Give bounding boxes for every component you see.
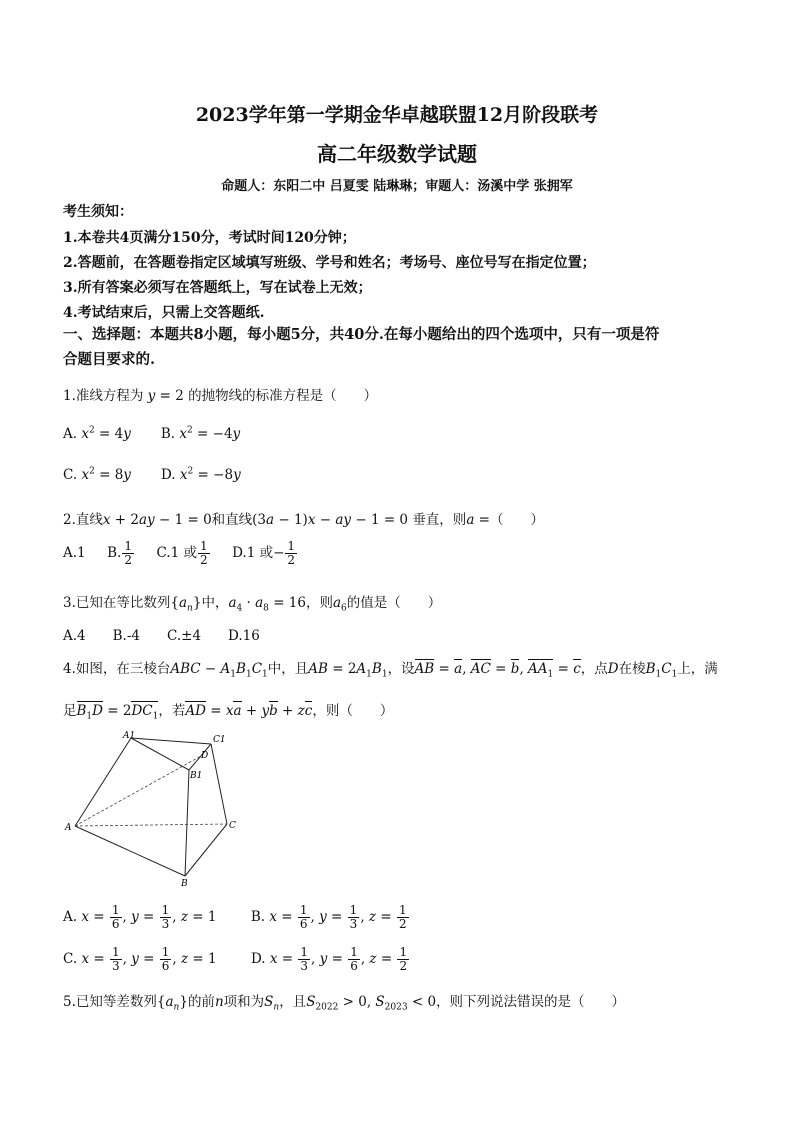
question-3: 3.已知在等比数列$\{a_n\}$中，$a_4 \cdot a_8 = 16$，则$a_6$的值是（ ）	[63, 595, 442, 614]
q4-stem-mid1: 中，且	[267, 661, 309, 677]
q1-options-cd	[63, 466, 241, 483]
q4-option-c[interactable]: C. x = $\frac{1}{3}$ , y = $\frac{1}{6}$ , z = 1	[63, 945, 217, 973]
edge-a-a1	[75, 738, 131, 826]
edge-a1-b1	[131, 738, 189, 770]
exam-title: 2023学年第一学期金华卓越联盟12月阶段联考	[195, 104, 599, 126]
question-1: 1.准线方程为 y = 2 的抛物线的标准方程是（ ）	[63, 388, 378, 404]
q3-options[interactable]: A.4 B.-4 C.±4 D.16	[63, 628, 260, 644]
q5-stem-mid3: ，且	[279, 994, 307, 1010]
question-5: 5.已知等差数列$\{a_n\}$的前n项和为$S_n$，且$S_{2022} > 0$, $S_{2023} < 0$，则下列说法错误的是（ ）	[63, 994, 626, 1013]
q3-stem-post: 的值是（ ）	[346, 595, 442, 611]
edge-c-c1	[211, 744, 227, 824]
section-one-line-1: 一、选择题：本题共8小题，每小题5分，共40分.在每小题给出的四个选项中，只有一项是符	[63, 326, 660, 343]
q4-stem-mid2: ，设	[387, 661, 415, 677]
q4-option-a[interactable]: A. x = $\frac{1}{6}$ , y = $\frac{1}{3}$ , z = 1	[63, 903, 217, 931]
question-4-line-1: 4.如图，在三棱台ABC − $A_1B_1C_1$中，且AB = $2A_1B_1$，设AB = a, AC = b, $AA_1 = c$，点D在棱$B_1C_1$上，满	[63, 661, 718, 680]
q4-option-b[interactable]: B. x = $\frac{1}{6}$ , y = $\frac{1}{3}$ , z = $\frac{1}{2}$	[250, 903, 407, 931]
q1-option-a[interactable]: A. $x^2 = 4y$	[63, 425, 131, 442]
q2-option-c[interactable]: C.1 或 $\frac{1}{2}$	[156, 539, 208, 567]
label-b1: B1	[190, 771, 203, 781]
notice-item-4: 4.考试结束后，只需上交答题纸.	[63, 305, 265, 321]
q2-stem-pre: 2.直线	[63, 512, 103, 528]
exam-subtitle: 高二年级数学试题	[317, 142, 477, 166]
q4-stem-pre: 4.如图，在三棱台	[63, 661, 171, 677]
label-b: B	[181, 879, 188, 889]
notice-item-1: 1.本卷共4页满分150分，考试时间120分钟；	[63, 230, 356, 246]
q2-option-a[interactable]	[63, 545, 86, 561]
q1-option-c[interactable]: C. $x^2 = 8y$	[63, 466, 131, 483]
label-a: A	[65, 823, 72, 833]
label-a1: A1	[123, 731, 136, 741]
q1-stem-post: 的抛物线的标准方程是（ ）	[188, 388, 378, 404]
exam-authors: 命题人：东阳二中 吕夏雯 陆琳琳；审题人：汤溪中学 张拥军	[221, 179, 573, 194]
frustum-figure	[63, 730, 243, 890]
q2-stem-post: 垂直，则	[412, 512, 467, 528]
q4-option-c-label: C.	[63, 951, 78, 967]
edge-a1-c1	[131, 738, 211, 744]
q4-options-cd	[63, 946, 410, 973]
q2-options	[63, 540, 298, 567]
question-4-line-2: 足$B_1D = 2DC_1$，若AD = xa + yb + zc，则（ ）	[63, 703, 394, 722]
q1-option-c-label: C.	[63, 466, 78, 483]
question-2: 2.直线x + 2ay − 1 = 0和直线(3a − 1)x − ay − 1 = 0 垂直，则a =（ ）	[63, 512, 544, 528]
edge-a-b	[75, 826, 185, 876]
label-c: C	[229, 821, 236, 831]
q4-option-d[interactable]: D. x = $\frac{1}{3}$ , y = $\frac{1}{6}$ , z = $\frac{1}{2}$	[250, 945, 408, 973]
q4-options-ab	[63, 904, 410, 931]
q3-stem-mid: 中，	[201, 595, 229, 611]
q2-option-b[interactable]: B. $\frac{1}{2}$	[107, 539, 132, 567]
notice-heading: 考生须知：	[63, 204, 133, 220]
q2-option-a-label: A.1	[63, 545, 86, 561]
segment-a-d	[75, 756, 201, 826]
q1-option-a-label: A.	[63, 425, 78, 442]
section-one-heading	[63, 322, 731, 372]
q4-option-a-label: A.	[63, 909, 78, 925]
q2-option-c-label: C.1 或	[156, 545, 197, 561]
notice-item-2: 2.答题前，在答题卷指定区域填写班级、学号和姓名；考场号、座位号写在指定位置；	[63, 255, 596, 271]
q1-option-d[interactable]: D. $x^2 = -8y$	[160, 466, 241, 483]
label-d: D	[201, 751, 209, 761]
q2-option-d-label: D.1 或−	[232, 545, 285, 561]
q1-options-ab	[63, 425, 240, 442]
label-c1: C1	[213, 735, 226, 745]
section-one-line-2: 合题目要求的.	[63, 351, 156, 368]
q5-stem-pre: 5.已知等差数列	[63, 994, 157, 1010]
q4-stem-l2pre: 足	[63, 703, 77, 719]
edge-b-c	[185, 824, 227, 876]
edge-b-b1	[185, 770, 189, 876]
q3-stem-pre: 3.已知在等比数列	[63, 595, 171, 611]
notice-item-3: 3.所有答案必须写在答题纸上，写在试卷上无效；	[63, 280, 372, 296]
q3-stem-mid2: ，则	[305, 595, 333, 611]
q5-stem-mid2: 项和为	[223, 994, 265, 1010]
q2-option-d[interactable]: D.1 或− $\frac{1}{2}$	[232, 539, 296, 567]
q1-option-b[interactable]: B. $x^2 = -4y$	[160, 425, 241, 442]
q2-stem-end: =（ ）	[478, 512, 544, 528]
q5-stem-mid: 的前	[187, 994, 215, 1010]
q5-stem-post: ，则下列说法错误的是（ ）	[436, 994, 626, 1010]
q1-stem-pre: 1.准线方程为	[63, 388, 144, 404]
q1-option-d-label: D.	[160, 466, 176, 483]
q4-option-d-label: D.	[250, 951, 266, 967]
q2-option-b-label: B.	[107, 545, 122, 561]
q4-stem-mid3: ，点	[580, 661, 608, 677]
q4-stem-l2mid: ，若	[158, 703, 186, 719]
q2-stem-mid: 和直线	[211, 512, 253, 528]
q4-stem-l2post: ，则（ ）	[312, 703, 394, 719]
edge-a-c-hidden	[75, 824, 227, 826]
q4-stem-mid4: 在棱	[618, 661, 646, 677]
q4-stem-end1: 上，满	[677, 661, 718, 677]
q1-option-b-label: B.	[160, 425, 176, 442]
q4-option-b-label: B.	[250, 909, 266, 925]
